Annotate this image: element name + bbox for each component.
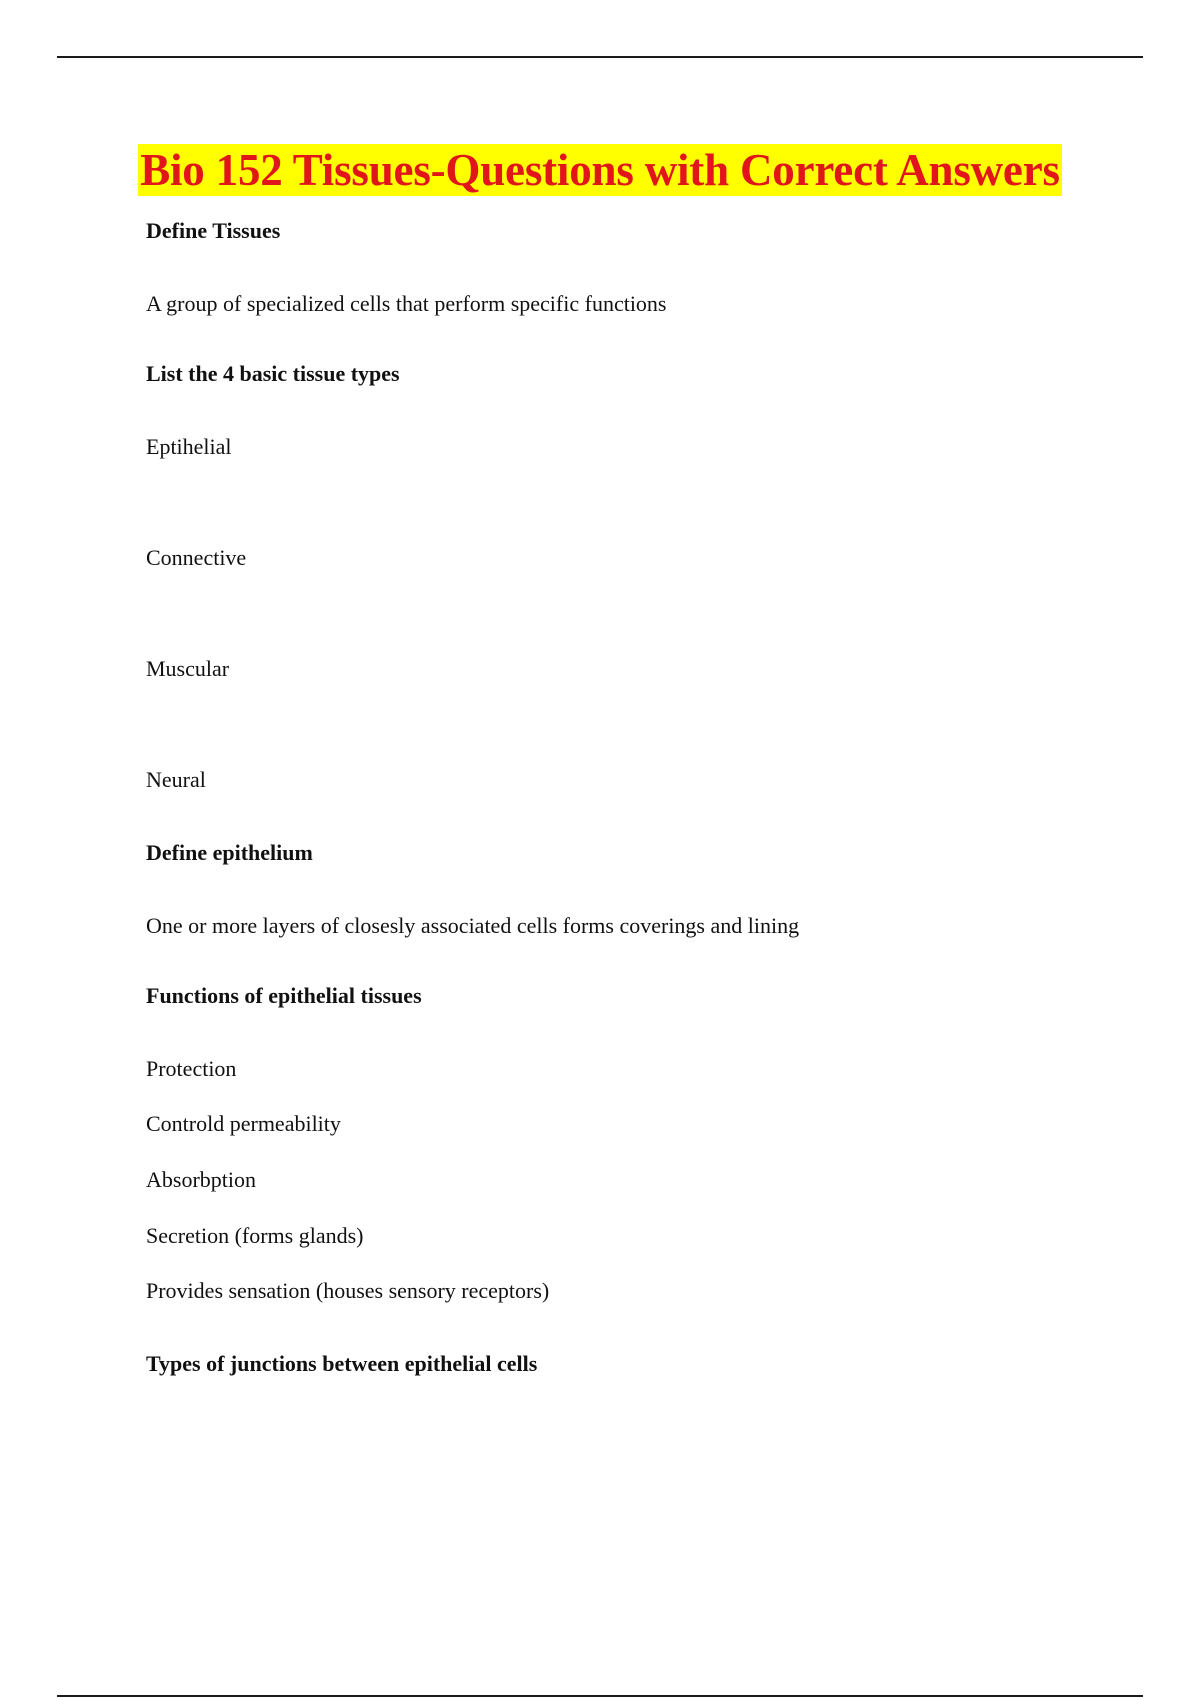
answer-item: Provides sensation (houses sensory receptors) [146, 1278, 550, 1303]
answer-item: Secretion (forms glands) [146, 1223, 364, 1248]
question-epithelial-functions: Functions of epithelial tissues [146, 983, 422, 1008]
answer-item: Muscular [146, 656, 230, 681]
question-define-tissues: Define Tissues [146, 218, 281, 243]
top-rule [57, 56, 1143, 58]
answer-item: Eptihelial [146, 434, 232, 459]
answer-item: Protection [146, 1056, 237, 1081]
answer-define-tissues: A group of specialized cells that perform specific functions [146, 291, 667, 316]
question-basic-tissue-types: List the 4 basic tissue types [146, 361, 400, 386]
answer-item: Neural [146, 767, 206, 792]
answer-item: Controld permeability [146, 1111, 341, 1136]
answer-define-epithelium: One or more layers of closesly associated cells forms coverings and lining [146, 913, 800, 938]
title-block [0, 144, 1200, 196]
answer-item: Connective [146, 545, 247, 570]
question-define-epithelium: Define epithelium [146, 840, 313, 865]
answer-item: Absorbption [146, 1167, 256, 1192]
document-title: Bio 152 Tissues-Questions with Correct Answers [140, 145, 1060, 195]
question-epithelial-junctions: Types of junctions between epithelial cells [146, 1351, 538, 1376]
bottom-rule [57, 1695, 1143, 1697]
